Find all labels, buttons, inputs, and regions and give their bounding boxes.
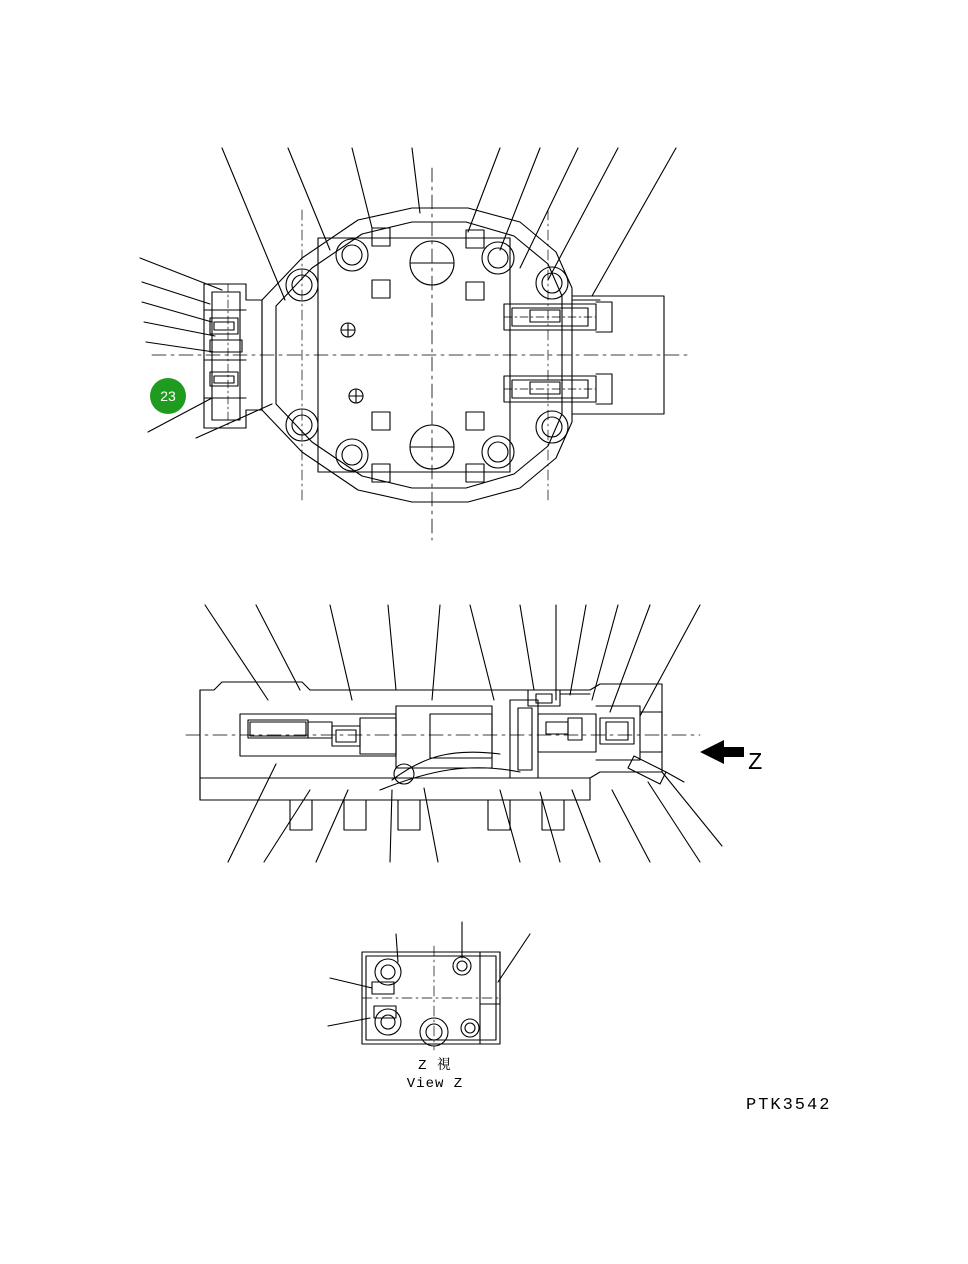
z-view-letter: Z	[748, 750, 763, 777]
z-detail-body	[362, 946, 500, 1050]
callout-number: 23	[160, 388, 176, 404]
z-direction-arrow	[700, 740, 744, 764]
side-section-body	[186, 682, 700, 830]
side-view-leader-lines	[205, 605, 722, 862]
view-z-caption-en: View Z	[406, 1075, 464, 1092]
view-z-caption-jp: Z 視	[418, 1058, 452, 1074]
view-z-caption	[370, 1058, 500, 1093]
top-view-body	[152, 168, 690, 540]
callout-23[interactable]	[150, 378, 186, 414]
drawing-code: PTK3542	[746, 1096, 832, 1115]
